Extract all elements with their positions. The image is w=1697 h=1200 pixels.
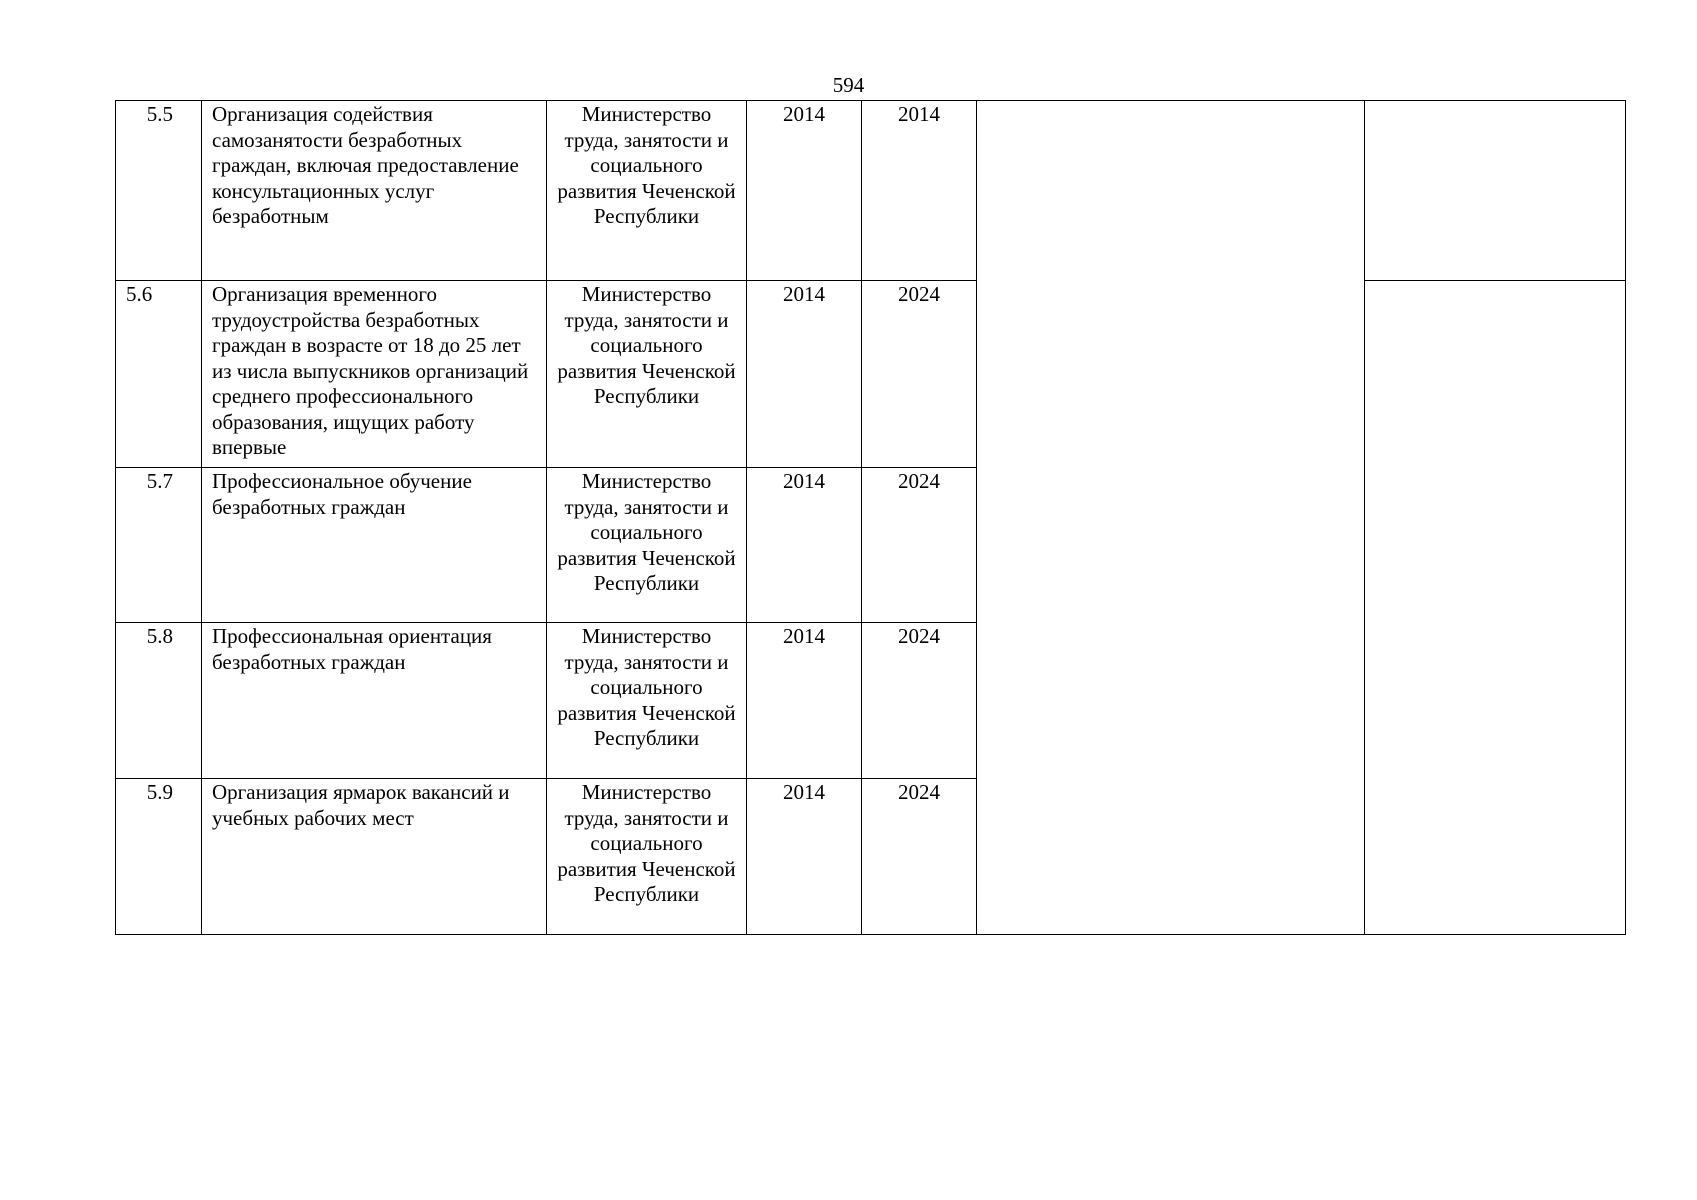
merged-empty-cell	[977, 101, 1365, 935]
row-number: 5.8	[116, 623, 202, 779]
end-year: 2024	[862, 779, 977, 935]
row-number: 5.9	[116, 779, 202, 935]
measure-name: Профессиональное обучение безработных граждан	[202, 468, 547, 623]
end-year: 2024	[862, 623, 977, 779]
measure-name: Организация содействия самозанятости безработных граждан, включая предоставление консультационных услуг безработным	[202, 101, 547, 281]
start-year: 2014	[747, 779, 862, 935]
end-year: 2024	[862, 468, 977, 623]
responsible-organization: Министерство труда, занятости и социального развития Чеченской Республики	[547, 468, 747, 623]
responsible-organization: Министерство труда, занятости и социального развития Чеченской Республики	[547, 779, 747, 935]
merged-empty-cell	[1365, 281, 1626, 935]
responsible-organization: Министерство труда, занятости и социального развития Чеченской Республики	[547, 101, 747, 281]
responsible-organization: Министерство труда, занятости и социального развития Чеченской Республики	[547, 281, 747, 468]
measure-name: Организация ярмарок вакансий и учебных рабочих мест	[202, 779, 547, 935]
end-year: 2024	[862, 281, 977, 468]
start-year: 2014	[747, 101, 862, 281]
responsible-organization: Министерство труда, занятости и социального развития Чеченской Республики	[547, 623, 747, 779]
measure-name: Профессиональная ориентация безработных граждан	[202, 623, 547, 779]
start-year: 2014	[747, 468, 862, 623]
measure-name: Организация временного трудоустройства безработных граждан в возрасте от 18 до 25 лет из числа выпускников организаций среднего профессионального образования, ищущих работу впервые	[202, 281, 547, 468]
start-year: 2014	[747, 281, 862, 468]
end-year: 2014	[862, 101, 977, 281]
empty-cell	[1365, 101, 1626, 281]
start-year: 2014	[747, 623, 862, 779]
page-number: 594	[832, 73, 865, 97]
row-number: 5.5	[116, 101, 202, 281]
row-number: 5.7	[116, 468, 202, 623]
measures-table	[115, 100, 1626, 935]
table-row	[116, 281, 1626, 468]
table-row	[116, 101, 1626, 281]
row-number: 5.6	[116, 281, 202, 468]
